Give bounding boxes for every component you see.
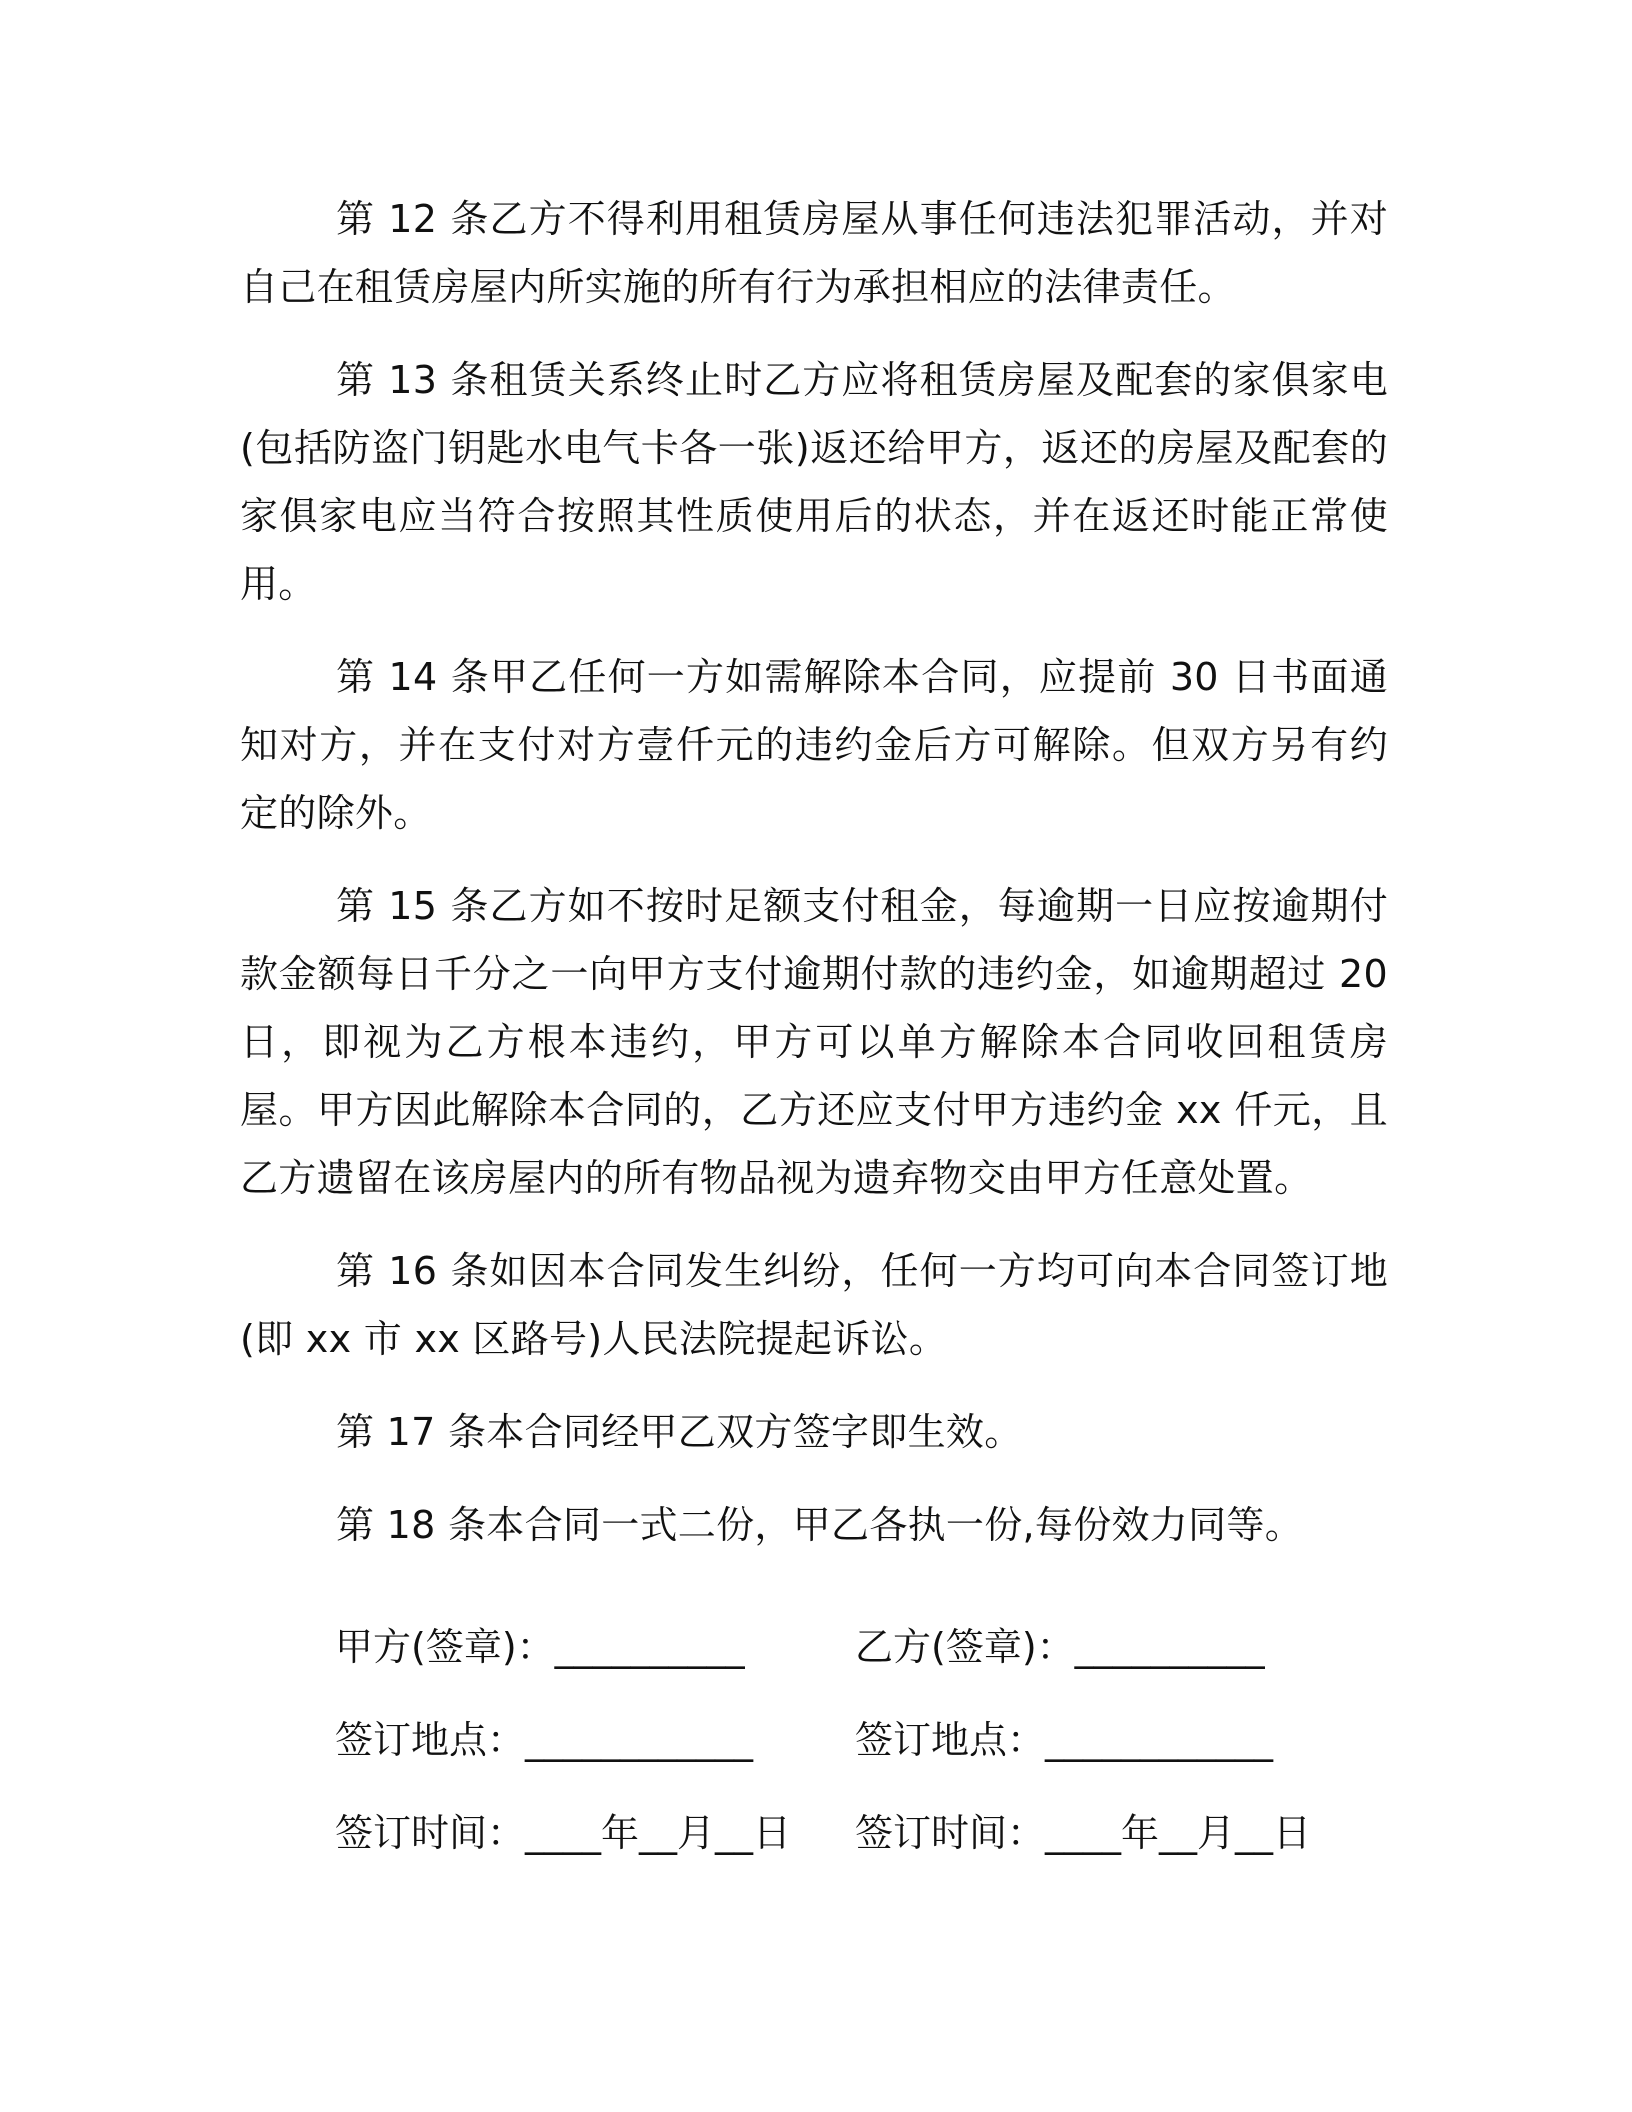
party-a-place: 签订地点：____________	[335, 1717, 754, 1762]
party-a-seal: 甲方(签章)：__________	[335, 1624, 745, 1669]
clause-17: 第 17 条本合同经甲乙双方签字即生效。	[336, 1410, 1023, 1454]
party-a-time: 签订时间：____年__月__日	[335, 1810, 792, 1855]
contract-clauses	[240, 185, 1388, 1584]
party-b-time: 签订时间：____年__月__日	[855, 1810, 1312, 1855]
clause-14: 第 14 条甲乙任何一方如需解除本合同，应提前 30 日书面通知对方，并在支付对方壹仟元的违约金后方可解除。但双方另有约定的除外。	[240, 655, 1388, 835]
seal-row	[335, 1600, 1385, 1693]
party-b-seal: 乙方(签章)：__________	[855, 1624, 1265, 1669]
clause-12: 第 12 条乙方不得利用租赁房屋从事任何违法犯罪活动，并对自己在租赁房屋内所实施的所有行为承担相应的法律责任。	[240, 197, 1388, 309]
clause-13: 第 13 条租赁关系终止时乙方应将租赁房屋及配套的家俱家电(包括防盗门钥匙水电气卡各一张)返还给甲方，返还的房屋及配套的家俱家电应当符合按照其性质使用后的状态，并在返还时能正常使用。	[240, 358, 1388, 606]
clause-15: 第 15 条乙方如不按时足额支付租金，每逾期一日应按逾期付款金额每日千分之一向甲方支付逾期付款的违约金，如逾期超过 20 日，即视为乙方根本违约，甲方可以单方解除本合同收回租赁房屋。甲方因此解除本合同的，乙方还应支付甲方违约金 xx 仟元，且乙方遗留在该房屋内的所有物品视为遗弃物交由甲方任意处置。	[240, 884, 1388, 1200]
party-b-place: 签订地点：____________	[855, 1717, 1274, 1762]
clause-16: 第 16 条如因本合同发生纠纷，任何一方均可向本合同签订地(即 xx 市 xx 区路号)人民法院提起诉讼。	[240, 1249, 1388, 1361]
place-row	[335, 1693, 1385, 1786]
clause-18: 第 18 条本合同一式二份，甲乙各执一份,每份效力同等。	[336, 1503, 1303, 1547]
signature-block	[335, 1600, 1385, 1879]
time-row	[335, 1786, 1385, 1879]
